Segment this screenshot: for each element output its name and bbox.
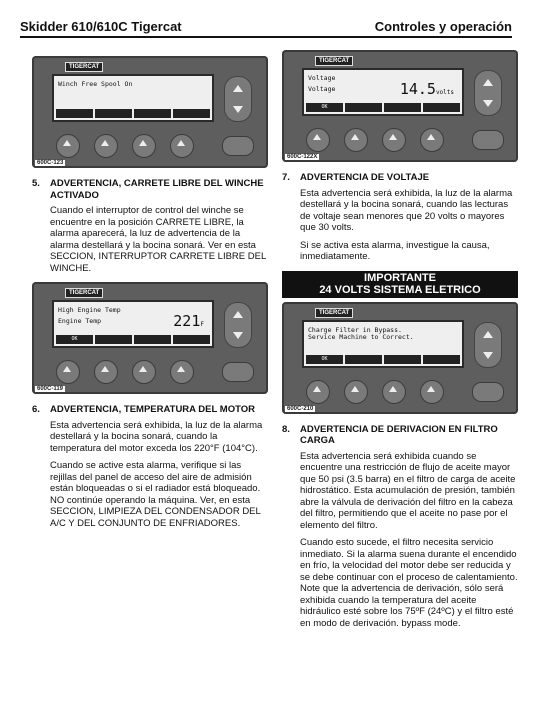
lcd-line-1: High Engine Temp	[58, 306, 121, 314]
lcd-value: 14.5volts	[399, 80, 454, 98]
softkey-3	[384, 355, 421, 364]
softkey-1: OK	[306, 103, 343, 112]
tigercat-logo: TIGERCAT	[65, 288, 103, 298]
softkey-1: OK	[56, 335, 93, 344]
lcd-softkeys	[306, 103, 460, 112]
important-title: IMPORTANTE	[364, 271, 436, 284]
lcd-screen	[52, 300, 214, 348]
section-paragraph: Cuando se active esta alarma, verifique si las rejillas del panel de acceso del aire de admisión están bloqueadas o si el radiador está bloqueado. NO continúe operando la máquina. Ver, en esta SECCION, LIMPIEZA DEL CONDENSADOR DEL A/C Y DEL CONJUNTO DE ENFRIADORES.	[50, 460, 261, 529]
enter-button	[472, 382, 504, 402]
softkey-3	[384, 103, 421, 112]
softkey-3	[134, 335, 171, 344]
f4-button	[170, 134, 194, 158]
arrow-keys	[224, 76, 252, 122]
softkey-2	[95, 335, 132, 344]
arrow-keys	[224, 302, 252, 348]
softkey-3	[134, 109, 171, 118]
lcd-line-2: Engine Temp	[58, 317, 102, 325]
arrow-down-icon	[233, 332, 243, 339]
tigercat-logo: TIGERCAT	[315, 308, 353, 318]
arrow-up-icon	[233, 311, 243, 318]
display-panel-voltage	[282, 50, 518, 162]
lcd-screen	[302, 68, 464, 116]
f3-button	[132, 360, 156, 384]
f1-button	[56, 360, 80, 384]
arrow-keys	[474, 322, 502, 368]
f1-button	[306, 128, 330, 152]
lcd-line-2: Voltage	[308, 85, 336, 93]
enter-button	[472, 130, 504, 150]
arrow-down-icon	[233, 106, 243, 113]
lcd-line-1: Voltage	[308, 74, 336, 82]
section-title: 7. ADVERTENCIA DE VOLTAJE	[282, 172, 430, 183]
important-subtitle: 24 VOLTS SISTEMA ELETRICO	[319, 283, 481, 296]
section-paragraph: Cuando el interruptor de control del winche se encuentre en la posición CARRETE LIBRE, la alarma aparecerá, la luz de advertencia de la alarma destellará y la bocina sonará. Ver en esta SECCION, INTERRUPTOR CARRETE LIBRE DEL WINCHE.	[50, 205, 266, 274]
lcd-softkeys	[56, 335, 210, 344]
display-panel-charge-filter	[282, 302, 518, 414]
page-header	[20, 12, 512, 38]
f1-button	[306, 380, 330, 404]
softkey-2	[95, 109, 132, 118]
softkey-1	[56, 109, 93, 118]
right-column	[282, 50, 518, 635]
section-paragraph: Esta advertencia será exhibida cuando se encuentre una restricción de flujo de aceite mayor que 50 psi (3.5 barra) en el filtro de carga de aceite hidrostático. Esta acumulación de presión, también abre la válvula de derivación del filtro en la cabeza del filtro, permitiendo que el aceite no pase por el elemento del filtro.	[300, 450, 516, 531]
important-banner	[282, 271, 518, 298]
f1-button	[56, 134, 80, 158]
figure-tag: 600C-210	[287, 405, 314, 412]
tigercat-logo: TIGERCAT	[65, 62, 103, 72]
figure-tag: 600C-119	[37, 386, 64, 392]
arrow-down-icon	[483, 352, 493, 359]
function-buttons	[306, 380, 444, 404]
f2-button	[344, 128, 368, 152]
enter-button	[222, 136, 254, 156]
f2-button	[94, 360, 118, 384]
function-buttons	[56, 360, 194, 384]
section-paragraph: Esta advertencia será exhibida, la luz de la alarma destellará y la bocina sonará, cuando las lecturas de voltaje sean menores que 20 volts o mayores que 30 volts.	[300, 187, 513, 233]
lcd-line-2: Service Machine to Correct.	[308, 332, 414, 341]
f2-button	[94, 134, 118, 158]
header-right: Controles y operación	[374, 19, 512, 34]
section-7	[282, 172, 518, 263]
softkey-4	[173, 335, 210, 344]
lcd-screen	[52, 74, 214, 122]
function-buttons	[306, 128, 444, 152]
section-8	[282, 424, 518, 630]
enter-button	[222, 362, 254, 382]
lcd-value: 221F	[173, 312, 204, 330]
lcd-softkeys	[56, 109, 210, 118]
display-panel-engine-temp	[32, 282, 268, 394]
softkey-2	[345, 355, 382, 364]
lcd-line-1: Winch Free Spool On	[58, 80, 133, 88]
f4-button	[420, 128, 444, 152]
figure-tag: 600C-122X	[287, 154, 318, 160]
arrow-keys	[474, 70, 502, 116]
f3-button	[132, 134, 156, 158]
function-buttons	[56, 134, 194, 158]
softkey-4	[423, 103, 460, 112]
section-paragraph: Cuando esto sucede, el filtro necesita servicio inmediato. Si la alarma suena durante el encendido en frío, la velocidad del motor debe ser reducida y se debe continuar con el proceso de calentamiento. Note que la advertencia de derivación, sólo será exhibida cuando la temperatura del aceite hidráulico esté sobre los 75ºF (24ºC) y el filtro esté en modo de derivación. bypass mode.	[300, 537, 518, 629]
lcd-line-1: Charge Filter in Bypass.	[308, 325, 402, 334]
header-left: Skidder 610/610C Tigercat	[20, 19, 182, 34]
figure-tag: 600C-123	[37, 160, 64, 166]
softkey-1: OK	[306, 355, 343, 364]
section-5	[32, 178, 268, 274]
softkey-4	[173, 109, 210, 118]
section-title: 8. ADVERTENCIA DE DERIVACION EN FILTRO CARGA	[282, 423, 498, 446]
lcd-screen	[302, 320, 464, 368]
arrow-down-icon	[483, 100, 493, 107]
f4-button	[420, 380, 444, 404]
section-6	[32, 404, 268, 529]
f2-button	[344, 380, 368, 404]
lcd-softkeys	[306, 355, 460, 364]
f3-button	[382, 128, 406, 152]
arrow-up-icon	[483, 331, 493, 338]
softkey-2	[345, 103, 382, 112]
f3-button	[382, 380, 406, 404]
arrow-up-icon	[483, 79, 493, 86]
section-paragraph: Si se activa esta alarma, investigue la causa, inmediatamente.	[300, 239, 490, 262]
softkey-4	[423, 355, 460, 364]
tigercat-logo: TIGERCAT	[315, 56, 353, 66]
left-column	[32, 56, 268, 535]
section-paragraph: Esta advertencia será exhibida, la luz de la alarma destellará y la bocina sonará, cuando la temperatura del motor exceda los 220°F (104°C).	[50, 419, 263, 454]
section-title: 5. ADVERTENCIA, CARRETE LIBRE DEL WINCHE ACTIVADO	[32, 178, 264, 201]
display-panel-winch	[32, 56, 268, 168]
section-title: 6. ADVERTENCIA, TEMPERATURA DEL MOTOR	[32, 404, 255, 415]
f4-button	[170, 360, 194, 384]
arrow-up-icon	[233, 85, 243, 92]
